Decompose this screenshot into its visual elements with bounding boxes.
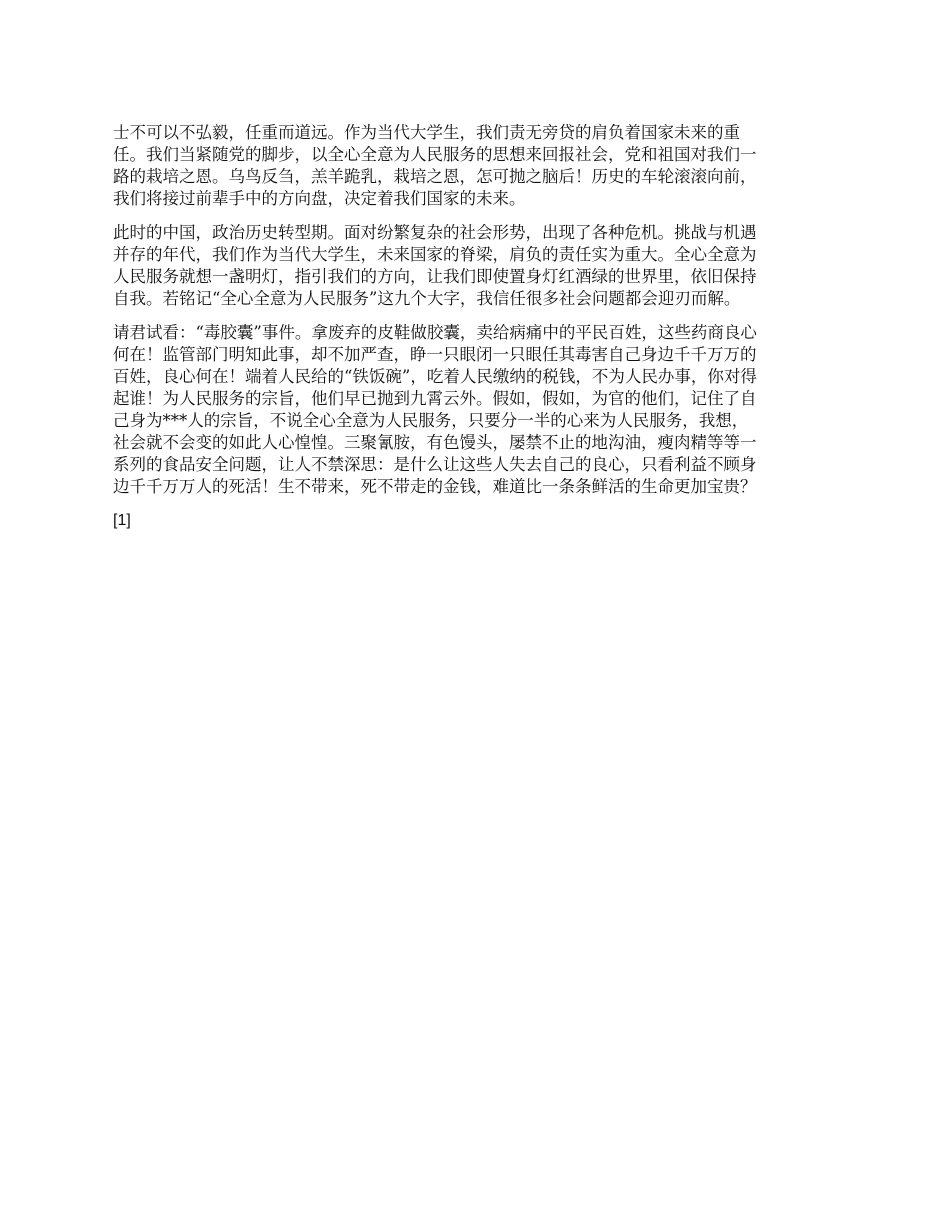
paragraph-3: 请君试看：“毒胶囊”事件。拿废弃的皮鞋做胶囊，卖给病痛中的平民百姓，这些药商良心 何在！监管部门明知此事，却不加严查，睁一只眼闭一只眼任其毒害自己身边千千万万的 百姓，良心何在！端着人民给的“铁饭碗”，吃着人民缴纳的税钱，不为人民办事，你对得 起谁！为人民服务的宗旨，他们早已抛到九霄云外。假如，假如，为官的他们，记住了自 己身为***人的宗旨，不说全心全意为人民服务，只要分一半的心来为人民服务，我想， 社会就不会变的如此人心惶惶。三聚氰胺，有色馒头，屡禁不止的地沟油，瘦肉精等等一 系列的食品安全问题，让人不禁深思：是什么让这些人失去自己的良心，只看利益不顾身 边千千万万人的死活！生不带来，死不带走的金钱，难道比一条条鲜活的生命更加宝贵？ bbox=[113, 323, 757, 496]
paragraph-2: 此时的中国，政治历史转型期。面对纷繁复杂的社会形势，出现了各种危机。挑战与机遇 并存的年代，我们作为当代大学生，未来国家的脊梁，肩负的责任实为重大。全心全意为 人民服务就想一盏明灯，指引我们的方向，让我们即使置身灯红酒绿的世界里，依旧保持 自我。若铭记“全心全意为人民服务”这九个大字，我信任很多社会问题都会迎刃而解。 bbox=[113, 223, 757, 308]
paragraph-1: 士不可以不弘毅，任重而道远。作为当代大学生，我们责无旁贷的肩负着国家未来的重 任。我们当紧随党的脚步，以全心全意为人民服务的思想来回报社会，党和祖国对我们一 路的栽培之恩。乌鸟反刍，羔羊跪乳，栽培之恩，怎可抛之脑后！历史的车轮滚滚向前， 我们将接过前辈手中的方向盘，决定着我们国家的未来。 bbox=[113, 123, 757, 208]
document-body bbox=[113, 122, 840, 532]
footnote-reference: [1] bbox=[113, 512, 131, 529]
